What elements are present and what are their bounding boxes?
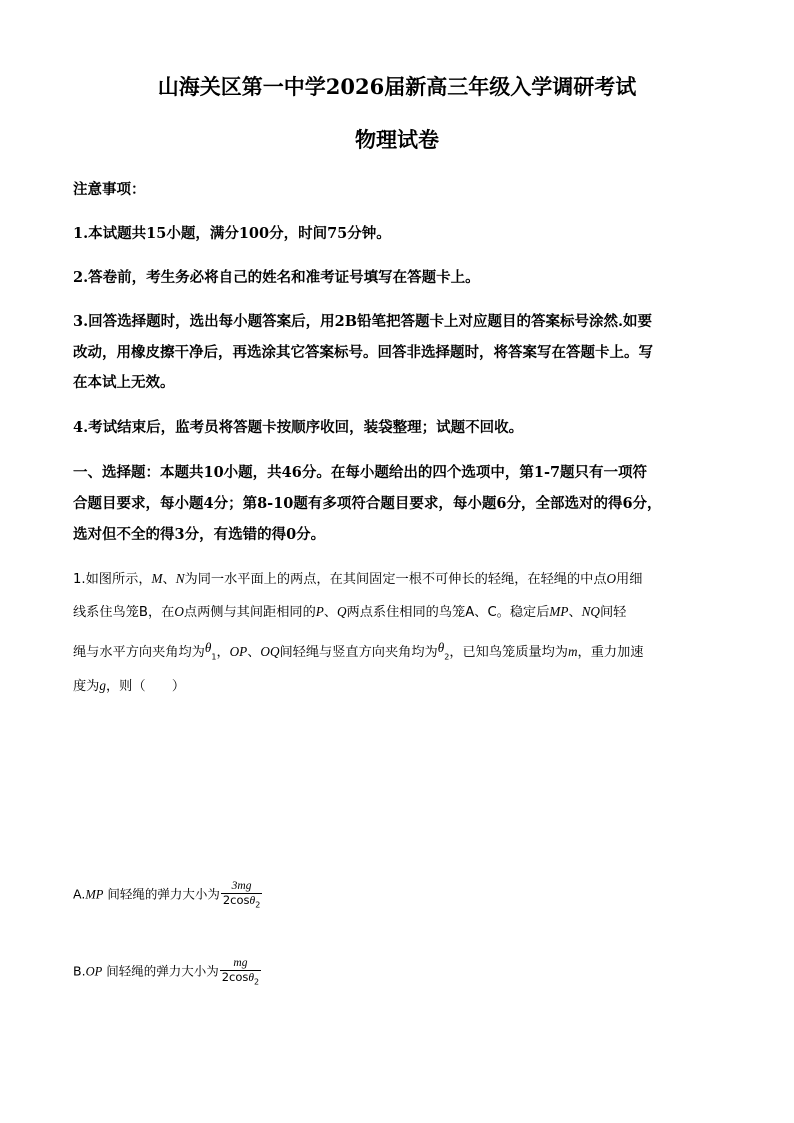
q-var: M — [151, 571, 163, 586]
notice-line: 4.考试结束后，监考员将答题卡按顺序收回，装袋整理；试题不回收。 — [73, 419, 524, 436]
q-text: 为同一水平面上的两点，在其间固定一根不可伸长的轻绳，在轻绳的中点 — [184, 572, 607, 587]
option-text: 间轻绳的弹力大小为 — [103, 886, 220, 902]
q-var: NQ — [581, 604, 600, 619]
fraction-numerator: mg — [220, 957, 261, 971]
question-1-line — [73, 675, 185, 694]
cos-text: 2cos — [222, 893, 250, 908]
q-text: 间轻 — [599, 605, 627, 620]
theta-subscript: 2 — [255, 900, 261, 910]
notice-line: 改动，用橡皮擦干净后，再选涂其它答案标号。回答非选择题时，将答案写在答题卡上。写 — [73, 344, 653, 361]
question-1-line — [73, 640, 643, 662]
q-var: m — [568, 644, 578, 659]
option-text: 间轻绳的弹力大小为 — [102, 963, 219, 979]
notice-line: 2.答卷前，考生务必将自己的姓名和准考证号填写在答题卡上。 — [73, 269, 480, 286]
q-text: 1.如图所示， — [73, 572, 152, 587]
q-text: 两点系住相同的鸟笼A、C。稳定后 — [346, 605, 550, 620]
subject-title: 物理试卷 — [355, 127, 439, 152]
theta-subscript: 2 — [444, 652, 450, 662]
option-label: A. — [73, 886, 86, 902]
theta-subscript: 1 — [211, 652, 217, 662]
q-var: g — [99, 678, 106, 693]
section-instruction: 合题目要求，每小题4分；第8-10题有多项符合题目要求，每小题6分，全部选对的得6分， — [73, 495, 662, 512]
theta-symbol: θ — [249, 895, 256, 908]
q-text: 、 — [323, 605, 338, 620]
cos-text: 2cos — [221, 970, 249, 985]
fraction-denominator — [220, 971, 261, 986]
option-var: MP — [85, 887, 104, 902]
theta-symbol: θ — [437, 640, 445, 655]
q-text: ，已知鸟笼质量均为 — [449, 645, 568, 660]
theta-subscript: 2 — [254, 977, 260, 987]
option-a — [73, 880, 262, 910]
q-text: ，重力加速 — [577, 645, 644, 660]
notice-line: 3.回答选择题时，选出每小题答案后，用2B铅笔把答题卡上对应题目的答案标号涂然.如要 — [73, 313, 653, 330]
notice-heading: 注意事项： — [73, 181, 146, 198]
option-var: OP — [85, 964, 103, 979]
option-a-fraction — [221, 880, 262, 910]
q-var: O — [606, 571, 617, 586]
theta-symbol: θ — [204, 640, 212, 655]
notice-line: 在本试上无效。 — [73, 374, 175, 391]
option-b — [73, 957, 261, 987]
q-var: OP — [229, 644, 248, 659]
q-var: N — [175, 571, 185, 586]
q-var: O — [174, 604, 184, 619]
q-text: ， — [216, 645, 230, 660]
question-1-line — [73, 601, 626, 620]
section-instruction: 选对但不全的得3分，有选错的得0分。 — [73, 526, 326, 543]
q-text: 点两侧与其间距相同的 — [183, 605, 316, 620]
exam-title: 山海关区第一中学2026届新高三年级入学调研考试 — [157, 74, 637, 99]
section-instruction: 一、选择题：本题共10小题，共46分。在每小题给出的四个选项中，第1-7题只有一项符 — [73, 464, 648, 481]
q-var: OQ — [260, 644, 280, 659]
q-text: 线系住鸟笼B，在 — [73, 605, 175, 620]
q-text: 绳与水平方向夹角均为 — [73, 645, 205, 660]
q-text: 度为 — [73, 679, 100, 694]
q-var: P — [315, 604, 324, 619]
q-text: 、 — [247, 645, 261, 660]
q-var: MP — [549, 604, 569, 619]
q-text: 间轻绳与竖直方向夹角均为 — [279, 645, 438, 660]
question-1-line — [73, 568, 642, 587]
q-text: 、 — [162, 572, 176, 587]
q-text: ，则（ ） — [105, 679, 186, 694]
option-label: B. — [73, 963, 86, 979]
q-var: Q — [337, 604, 347, 619]
option-b-fraction — [220, 957, 261, 987]
fraction-denominator — [221, 894, 262, 909]
q-text: 、 — [568, 605, 582, 620]
theta-symbol: θ — [248, 972, 255, 985]
fraction-numerator: 3mg — [221, 880, 262, 894]
q-text: 用细 — [616, 572, 643, 587]
notice-line: 1.本试题共15小题，满分100分，时间75分钟。 — [73, 225, 391, 242]
